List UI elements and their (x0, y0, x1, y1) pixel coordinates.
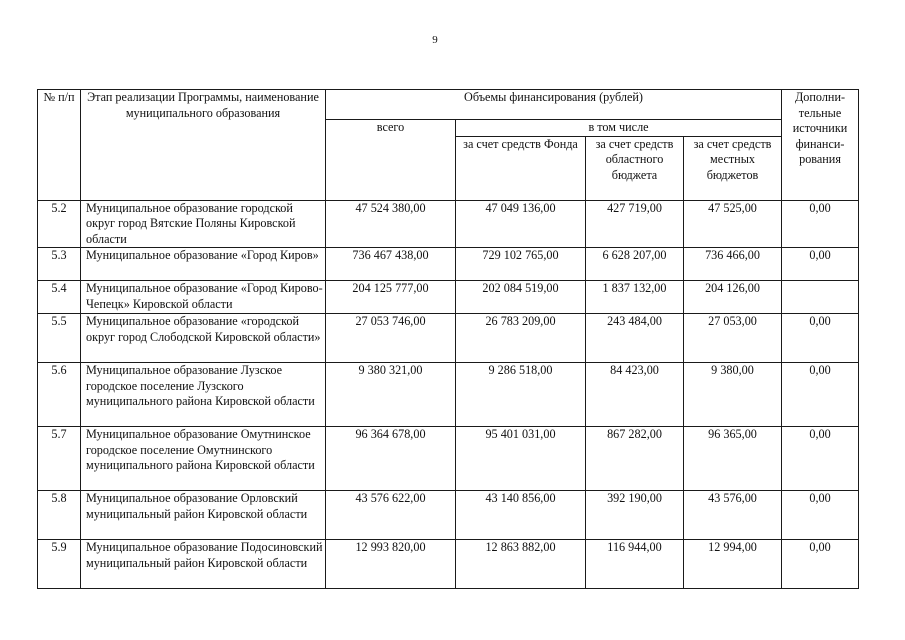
row-fund: 9 286 518,00 (456, 363, 586, 427)
row-local: 47 525,00 (684, 200, 782, 248)
header-including: в том числе (456, 120, 782, 137)
row-total: 204 125 777,00 (326, 281, 456, 314)
row-total: 27 053 746,00 (326, 314, 456, 363)
row-regional: 6 628 207,00 (586, 248, 684, 281)
header-additional: Дополни-тельные источники финанси-рования (782, 90, 859, 201)
row-name: Муниципальное образование Подосиновский муниципальный район Кировской области (81, 540, 326, 589)
row-fund: 47 049 136,00 (456, 200, 586, 248)
row-additional (782, 281, 859, 314)
row-regional: 84 423,00 (586, 363, 684, 427)
row-local: 43 576,00 (684, 491, 782, 540)
row-regional: 392 190,00 (586, 491, 684, 540)
row-local: 736 466,00 (684, 248, 782, 281)
row-no: 5.7 (38, 427, 81, 491)
row-regional: 116 944,00 (586, 540, 684, 589)
row-local: 96 365,00 (684, 427, 782, 491)
row-no: 5.6 (38, 363, 81, 427)
row-additional: 0,00 (782, 200, 859, 248)
row-regional: 243 484,00 (586, 314, 684, 363)
header-no: № п/п (38, 90, 81, 201)
row-local: 9 380,00 (684, 363, 782, 427)
row-regional: 427 719,00 (586, 200, 684, 248)
row-no: 5.9 (38, 540, 81, 589)
row-fund: 43 140 856,00 (456, 491, 586, 540)
header-regional: за счет средств областного бюджета (586, 136, 684, 200)
row-additional: 0,00 (782, 491, 859, 540)
table-row (38, 248, 859, 281)
row-local: 204 126,00 (684, 281, 782, 314)
page-number: 9 (432, 34, 438, 46)
row-name: Муниципальное образование Лузское городское поселение Лузского муниципального района Кировской области (81, 363, 326, 427)
row-no: 5.5 (38, 314, 81, 363)
table-row (38, 491, 859, 540)
row-regional: 1 837 132,00 (586, 281, 684, 314)
row-no: 5.3 (38, 248, 81, 281)
row-name: Муниципальное образование «городской округ город Слободской Кировской области» (81, 314, 326, 363)
header-volumes: Объемы финансирования (рублей) (326, 90, 782, 120)
header-fund: за счет средств Фонда (456, 136, 586, 200)
row-additional: 0,00 (782, 363, 859, 427)
table-row (38, 314, 859, 363)
row-name: Муниципальное образование Орловский муниципальный район Кировской области (81, 491, 326, 540)
row-fund: 12 863 882,00 (456, 540, 586, 589)
row-additional: 0,00 (782, 427, 859, 491)
row-name: Муниципальное образование «Город Киров» (81, 248, 326, 281)
row-fund: 95 401 031,00 (456, 427, 586, 491)
table-row (38, 281, 859, 314)
row-name: Муниципальное образование «Город Кирово-Чепецк» Кировской области (81, 281, 326, 314)
row-additional: 0,00 (782, 314, 859, 363)
row-local: 12 994,00 (684, 540, 782, 589)
table-row (38, 540, 859, 589)
row-name: Муниципальное образование городской округ город Вятские Поляны Кировской области (81, 200, 326, 248)
row-total: 96 364 678,00 (326, 427, 456, 491)
table-row (38, 200, 859, 248)
row-additional: 0,00 (782, 248, 859, 281)
row-no: 5.8 (38, 491, 81, 540)
row-fund: 26 783 209,00 (456, 314, 586, 363)
row-name: Муниципальное образование Омутнинское городское поселение Омутнинского муниципального района Кировской области (81, 427, 326, 491)
row-fund: 729 102 765,00 (456, 248, 586, 281)
row-total: 43 576 622,00 (326, 491, 456, 540)
row-regional: 867 282,00 (586, 427, 684, 491)
row-no: 5.4 (38, 281, 81, 314)
row-additional: 0,00 (782, 540, 859, 589)
row-total: 12 993 820,00 (326, 540, 456, 589)
header-local: за счет средств местных бюджетов (684, 136, 782, 200)
row-total: 47 524 380,00 (326, 200, 456, 248)
header-stage: Этап реализации Программы, наименование муниципального образования (81, 90, 326, 201)
row-local: 27 053,00 (684, 314, 782, 363)
table-row (38, 363, 859, 427)
row-no: 5.2 (38, 200, 81, 248)
table-row (38, 427, 859, 491)
header-total: всего (326, 120, 456, 201)
row-fund: 202 084 519,00 (456, 281, 586, 314)
financing-table (37, 89, 859, 589)
row-total: 736 467 438,00 (326, 248, 456, 281)
row-total: 9 380 321,00 (326, 363, 456, 427)
